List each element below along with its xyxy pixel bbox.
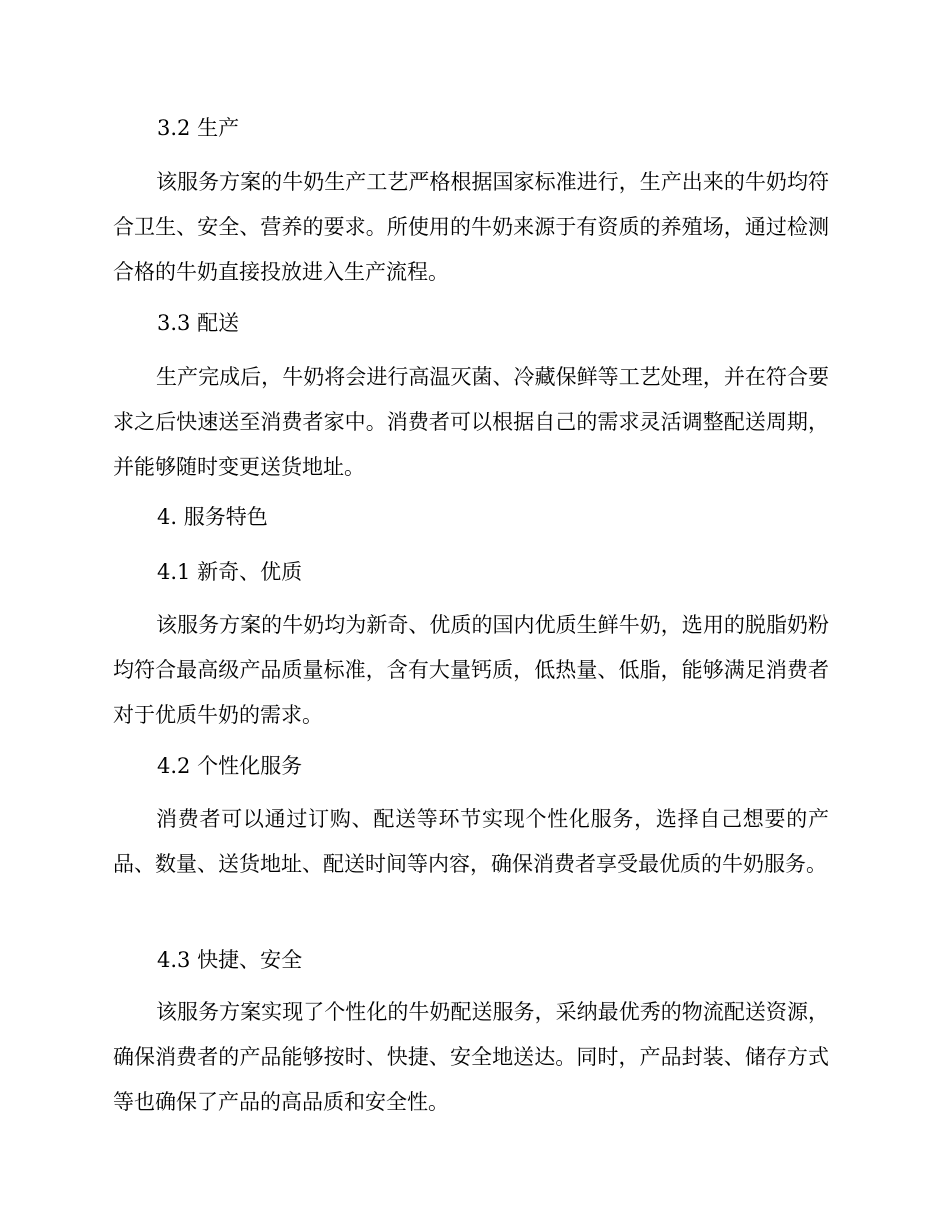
section-body-4-2: 消费者可以通过订购、配送等环节实现个性化服务，选择自己想要的产品、数量、送货地址、配送时间等内容，确保消费者享受最优质的牛奶服务。 <box>113 807 829 876</box>
section-heading-3-3: 3.3 配送 <box>157 311 240 335</box>
section-body-3-2: 该服务方案的牛奶生产工艺严格根据国家标准进行，生产出来的牛奶均符合卫生、安全、营养的要求。所使用的牛奶来源于有资质的养殖场，通过检测合格的牛奶直接投放进入生产流程。 <box>113 170 829 284</box>
section-heading-3-2: 3.2 生产 <box>157 116 240 140</box>
section-body-4-3: 该服务方案实现了个性化的牛奶配送服务，采纳最优秀的物流配送资源，确保消费者的产品能够按时、快捷、安全地送达。同时，产品封装、储存方式等也确保了产品的高品质和安全性。 <box>113 1000 829 1114</box>
section-heading-4-1: 4.1 新奇、优质 <box>157 560 303 584</box>
section-body-3-3: 生产完成后，牛奶将会进行高温灭菌、冷藏保鲜等工艺处理，并在符合要求之后快速送至消费者家中。消费者可以根据自己的需求灵活调整配送周期，并能够随时变更送货地址。 <box>113 365 829 479</box>
section-heading-4: 4. 服务特色 <box>157 505 268 529</box>
section-heading-4-3: 4.3 快捷、安全 <box>157 948 303 972</box>
section-body-4-1: 该服务方案的牛奶均为新奇、优质的国内优质生鲜牛奶，选用的脱脂奶粉均符合最高级产品质量标准，含有大量钙质，低热量、低脂，能够满足消费者对于优质牛奶的需求。 <box>113 613 829 727</box>
section-heading-4-2: 4.2 个性化服务 <box>157 754 303 778</box>
